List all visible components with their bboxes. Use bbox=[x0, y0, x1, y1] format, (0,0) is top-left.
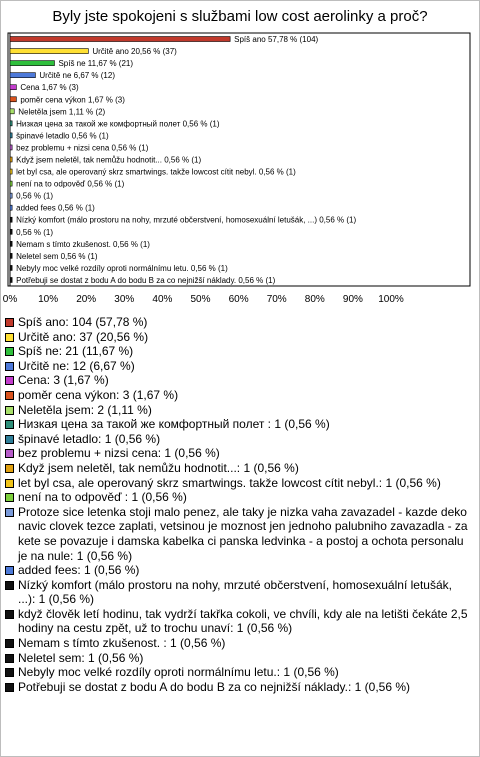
data-label: špinavé letadlo 0,56 % (1) bbox=[16, 131, 109, 141]
legend-label: Nebyly moc velké rozdíly oproti normálnímu letu.: 1 (0,56 %) bbox=[18, 665, 339, 680]
legend-swatch bbox=[5, 654, 14, 663]
bar bbox=[10, 217, 12, 222]
data-label: Nebyly moc velké rozdíly oproti normálnímu letu. 0,56 % (1) bbox=[16, 263, 228, 273]
x-tick-label: 20% bbox=[76, 294, 97, 305]
data-label: 0,56 % (1) bbox=[16, 191, 54, 201]
bar bbox=[10, 241, 12, 246]
x-tick-label: 70% bbox=[266, 294, 287, 305]
data-label: poměr cena výkon 1,67 % (3) bbox=[20, 95, 125, 105]
legend-item bbox=[5, 636, 471, 651]
bar bbox=[10, 193, 12, 198]
data-label: 0,56 % (1) bbox=[16, 227, 54, 237]
bar bbox=[10, 229, 12, 234]
legend-label: Protoze sice letenka stoji malo penez, ale taky je nizka vaha zavazadel - kazde deko navic clovek tezce zaplati, vetsinou je moznost jen jednoho palubniho zavazadla - za kete se povazuje i damska kabelka ci panska ledvinka - a postoj a ochota personalu je na nule: 1 (0,56 %) bbox=[18, 504, 468, 563]
legend-label: Neletěla jsem: 2 (1,11 %) bbox=[18, 402, 152, 417]
bar bbox=[10, 253, 12, 258]
data-label: Низкая цена за такой же комфортный полет 0,56 % (1) bbox=[16, 119, 220, 129]
data-label: Když jsem neletěl, tak nemůžu hodnotit... 0,56 % (1) bbox=[16, 155, 202, 165]
legend-label: Nemam s tímto zkušenost. : 1 (0,56 %) bbox=[18, 636, 226, 651]
legend-item bbox=[5, 417, 471, 432]
legend-swatch bbox=[5, 376, 14, 385]
legend-item bbox=[5, 651, 471, 666]
legend-item bbox=[5, 432, 471, 447]
data-label: Neletel sem 0,56 % (1) bbox=[16, 251, 98, 261]
legend-swatch bbox=[5, 683, 14, 692]
legend-swatch bbox=[5, 318, 14, 327]
legend-item bbox=[5, 373, 471, 388]
x-tick-label: 40% bbox=[152, 294, 173, 305]
chart-title: Byly jste spokojeni s službami low cost aerolinky a proč? bbox=[52, 8, 428, 25]
x-tick-label: 60% bbox=[228, 294, 249, 305]
legend-item bbox=[5, 607, 471, 636]
legend-item bbox=[5, 446, 471, 461]
legend-item bbox=[5, 665, 471, 680]
legend-label: Neletel sem: 1 (0,56 %) bbox=[18, 650, 144, 665]
legend-label: added fees: 1 (0,56 %) bbox=[18, 563, 140, 578]
legend-label: let byl csa, ale operovaný skrz smartwings. takže lowcost cítit nebyl.: 1 (0,56 %) bbox=[18, 475, 441, 490]
legend-item bbox=[5, 359, 471, 374]
bar bbox=[10, 109, 14, 114]
legend-item bbox=[5, 563, 471, 578]
legend-swatch bbox=[5, 479, 14, 488]
bar bbox=[10, 37, 230, 42]
data-label: Nemam s tímto zkušenost. 0,56 % (1) bbox=[16, 239, 150, 249]
bar bbox=[10, 157, 12, 162]
bar bbox=[10, 73, 35, 78]
bar bbox=[10, 85, 16, 90]
data-label: Potřebuji se dostat z bodu A do bodu B za co nejnižší náklady. 0,56 % (1) bbox=[16, 275, 276, 285]
legend-label: Určitě ano: 37 (20,56 %) bbox=[18, 329, 149, 344]
legend-label: špinavé letadlo: 1 (0,56 %) bbox=[18, 431, 161, 446]
legend-swatch bbox=[5, 406, 14, 415]
data-label: není na to odpověď 0,56 % (1) bbox=[16, 179, 125, 189]
legend-item bbox=[5, 476, 471, 491]
legend-swatch bbox=[5, 508, 14, 517]
bar bbox=[10, 265, 12, 270]
legend-item bbox=[5, 490, 471, 505]
data-label: Určitě ano 20,56 % (37) bbox=[92, 47, 177, 57]
legend-swatch bbox=[5, 420, 14, 429]
data-label: Spíš ne 11,67 % (21) bbox=[58, 59, 134, 69]
x-tick-label: 100% bbox=[378, 294, 404, 305]
legend-item bbox=[5, 315, 471, 330]
bar bbox=[10, 277, 12, 282]
legend-item bbox=[5, 505, 471, 563]
data-label: bez problemu + nizsi cena 0,56 % (1) bbox=[16, 143, 149, 153]
data-label: Nízký komfort (málo prostoru na nohy, mrzuté občerstvení, homosexuální letušák, ...) 0,56 % (1) bbox=[16, 215, 357, 225]
legend-label: Když jsem neletěl, tak nemůžu hodnotit...: 1 (0,56 %) bbox=[18, 460, 299, 475]
legend-item bbox=[5, 388, 471, 403]
data-label: Spíš ano 57,78 % (104) bbox=[234, 35, 319, 45]
legend-swatch bbox=[5, 464, 14, 473]
legend-label: Určitě ne: 12 (6,67 %) bbox=[18, 358, 135, 373]
legend-swatch bbox=[5, 639, 14, 648]
legend-label: Низкая цена за такой же комфортный полет : 1 (0,56 %) bbox=[18, 417, 330, 432]
legend-swatch bbox=[5, 347, 14, 356]
legend-swatch bbox=[5, 362, 14, 371]
legend-swatch bbox=[5, 493, 14, 502]
x-tick-label: 0% bbox=[2, 294, 18, 305]
legend-item bbox=[5, 403, 471, 418]
legend-item bbox=[5, 680, 471, 695]
x-tick-label: 80% bbox=[304, 294, 325, 305]
x-tick-label: 30% bbox=[114, 294, 135, 305]
legend-swatch bbox=[5, 668, 14, 677]
legend-label: Spíš ne: 21 (11,67 %) bbox=[18, 344, 134, 359]
legend-swatch bbox=[5, 435, 14, 444]
legend-label: Cena: 3 (1,67 %) bbox=[18, 373, 109, 388]
bar bbox=[10, 205, 12, 210]
bar bbox=[10, 169, 12, 174]
bar bbox=[10, 181, 12, 186]
legend-swatch bbox=[5, 391, 14, 400]
legend-swatch bbox=[5, 566, 14, 575]
legend-item bbox=[5, 578, 471, 607]
legend-swatch bbox=[5, 581, 14, 590]
legend bbox=[5, 315, 471, 694]
legend-label: bez problemu + nizsi cena: 1 (0,56 %) bbox=[18, 446, 220, 461]
legend-swatch bbox=[5, 449, 14, 458]
legend-label: poměr cena výkon: 3 (1,67 %) bbox=[18, 387, 179, 402]
x-tick-label: 10% bbox=[38, 294, 59, 305]
legend-label: Potřebuji se dostat z bodu A do bodu B za co nejnižší náklady.: 1 (0,56 %) bbox=[18, 679, 411, 694]
legend-swatch bbox=[5, 610, 14, 619]
bar bbox=[10, 133, 12, 138]
bar bbox=[10, 145, 12, 150]
legend-item bbox=[5, 330, 471, 345]
bar bbox=[10, 61, 54, 66]
bar bbox=[10, 49, 88, 54]
data-label: Určitě ne 6,67 % (12) bbox=[39, 71, 116, 81]
data-label: let byl csa, ale operovaný skrz smartwings. takže lowcost cítit nebyl. 0,56 % (1) bbox=[16, 167, 296, 177]
legend-label: Nízký komfort (málo prostoru na nohy, mrzuté občerstvení, homosexuální letušák, ...): 1 (0,56 %) bbox=[18, 577, 452, 607]
bar bbox=[10, 97, 16, 102]
legend-label: není na to odpověď : 1 (0,56 %) bbox=[18, 490, 187, 505]
bar-chart bbox=[0, 0, 480, 310]
legend-item bbox=[5, 461, 471, 476]
x-tick-label: 50% bbox=[190, 294, 211, 305]
data-label: Neletěla jsem 1,11 % (2) bbox=[18, 107, 106, 117]
legend-label: Spíš ano: 104 (57,78 %) bbox=[18, 315, 148, 329]
data-label: Cena 1,67 % (3) bbox=[20, 83, 79, 93]
data-label: added fees 0,56 % (1) bbox=[16, 203, 95, 213]
legend-item bbox=[5, 344, 471, 359]
x-tick-label: 90% bbox=[342, 294, 363, 305]
bar bbox=[10, 121, 12, 126]
legend-swatch bbox=[5, 333, 14, 342]
legend-label: když člověk letí hodinu, tak vydrží takřka cokoli, ve chvíli, kdy ale na letišti čekáte 2,5 hodiny na cestu zpět, už to trochu unaví: 1 (0,56 %) bbox=[18, 606, 468, 636]
